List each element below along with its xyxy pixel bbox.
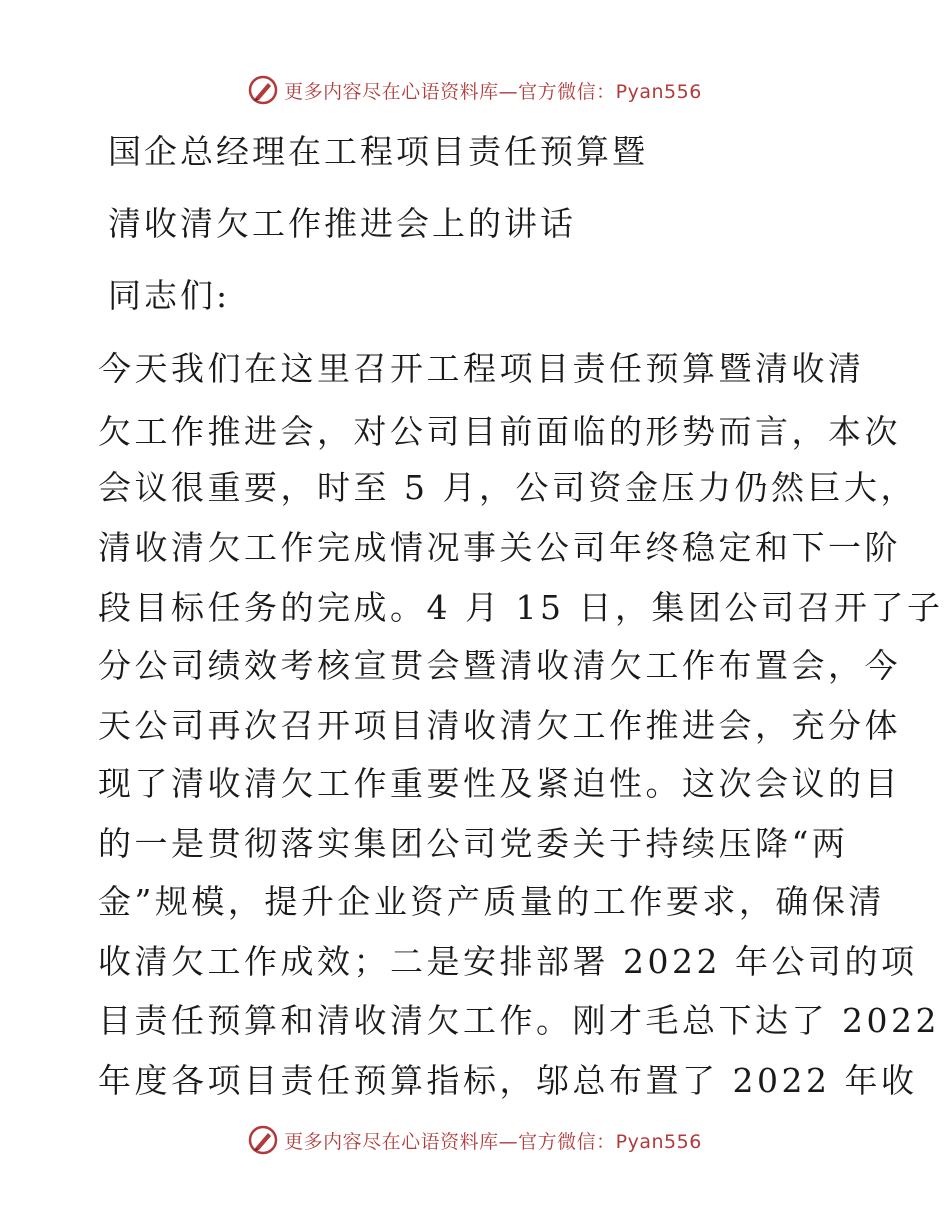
document-title-line-2: 清收清欠工作推进会上的讲话: [108, 204, 576, 243]
body-line: 段目标任务的完成。4 月 15 日，集团公司召开了子: [98, 588, 944, 627]
body-line: 欠工作推进会，对公司目前面临的形势而言，本次: [98, 412, 901, 451]
salutation: 同志们:: [108, 276, 231, 315]
body-line: 会议很重要，时至 5 月，公司资金压力仍然巨大，: [98, 468, 917, 507]
document-title-line-1: 国企总经理在工程项目责任预算暨: [108, 132, 648, 171]
pen-logo-icon: [248, 1125, 278, 1155]
watermark-text: 更多内容尽在心语资料库—官方微信：Pyan556: [284, 80, 702, 103]
body-line: 的一是贯彻落实集团公司党委关于持续压降“两: [98, 824, 849, 863]
body-line: 年度各项目责任预算指标，邬总布置了 2022 年收: [98, 1061, 918, 1100]
body-line: 现了清收清欠工作重要性及紧迫性。这次会议的目: [98, 764, 901, 803]
body-line: 收清欠工作成效；二是安排部署 2022 年公司的项: [98, 942, 918, 981]
body-line: 目责任预算和清收清欠工作。刚才毛总下达了 2022: [98, 1001, 940, 1040]
body-line: 天公司再次召开项目清收清欠工作推进会，充分体: [98, 706, 901, 745]
watermark-text: 更多内容尽在心语资料库—官方微信：Pyan556: [284, 1130, 702, 1153]
body-line: 分公司绩效考核宣贯会暨清收清欠工作布置会，今: [98, 646, 901, 685]
body-line: 今天我们在这里召开工程项目责任预算暨清收清: [98, 349, 865, 388]
footer-watermark: [0, 1120, 950, 1160]
body-line: 清收清欠工作完成情况事关公司年终稳定和下一阶: [98, 528, 901, 567]
body-line: 金”规模，提升企业资产质量的工作要求，确保清: [98, 882, 885, 921]
pen-logo-icon: [248, 75, 278, 105]
header-watermark: [0, 70, 950, 110]
